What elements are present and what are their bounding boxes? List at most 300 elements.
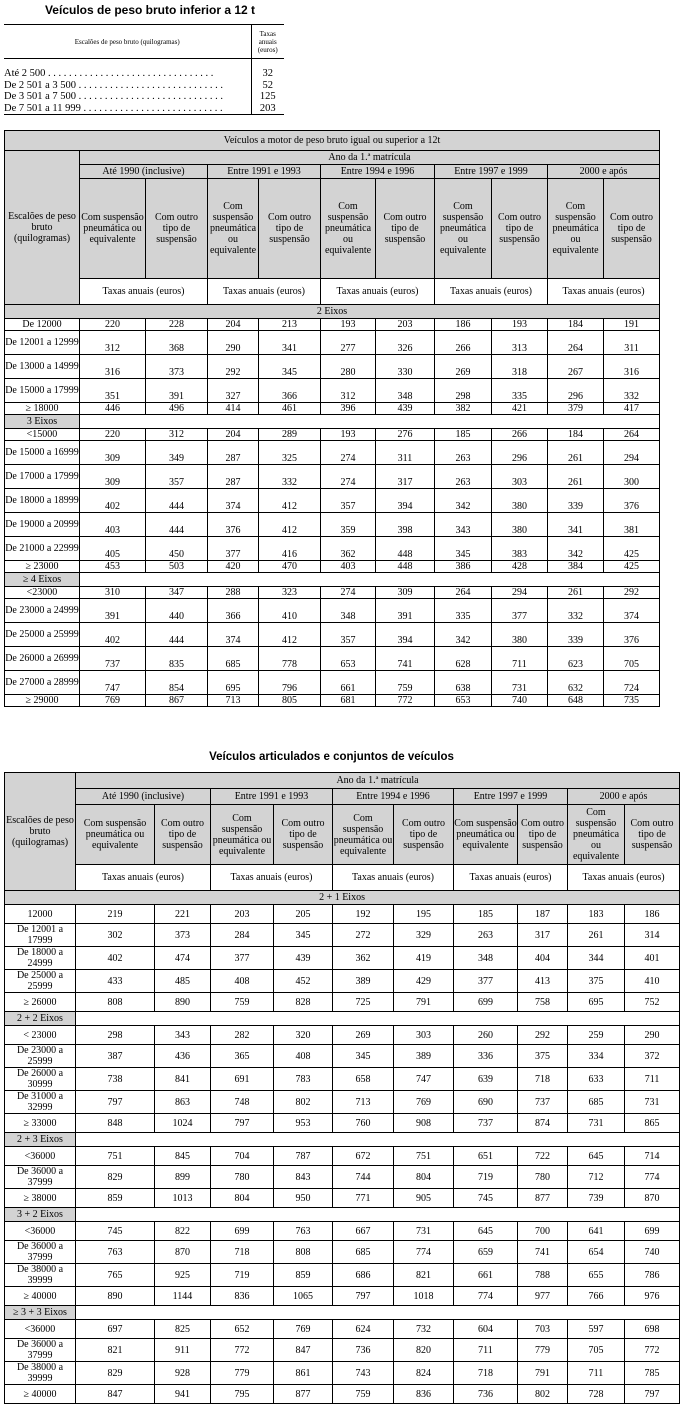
fee-cell: 785 xyxy=(625,1362,680,1385)
fee-cell: 383 xyxy=(492,537,548,561)
fee-cell: 659 xyxy=(454,1241,518,1264)
fee-cell: 1024 xyxy=(155,1114,211,1133)
fee-cell: 302 xyxy=(76,924,155,947)
fee-cell: 309 xyxy=(80,465,146,489)
fee-cell: 740 xyxy=(625,1241,680,1264)
fee-cell: 382 xyxy=(435,403,492,415)
fee-cell: 294 xyxy=(492,587,548,599)
fee-cell: 713 xyxy=(333,1091,394,1114)
fee-cell: 908 xyxy=(394,1114,454,1133)
fee-cell: 318 xyxy=(492,355,548,379)
fee-cell: 804 xyxy=(394,1166,454,1189)
fee-cell: 774 xyxy=(625,1166,680,1189)
fee-cell: 699 xyxy=(211,1222,274,1241)
fee-cell: 780 xyxy=(211,1166,274,1189)
fee-cell: 274 xyxy=(321,465,376,489)
fee-cell: 787 xyxy=(274,1147,333,1166)
fee-cell: 213 xyxy=(259,319,321,331)
fee-cell: 748 xyxy=(211,1091,274,1114)
fee-cell: 386 xyxy=(435,561,492,573)
fee-cell: 341 xyxy=(548,513,604,537)
fee-cell: 453 xyxy=(80,561,146,573)
table-row xyxy=(5,561,660,573)
fee-cell: 737 xyxy=(454,1114,518,1133)
suspension-pneumatic-header: Com suspensão pneumática ou equivalente xyxy=(321,179,376,279)
fee-cell: 705 xyxy=(604,647,660,671)
weight-class-label: De 18000 a 24999 xyxy=(5,947,76,970)
suspension-pneumatic-header: Com suspensão pneumática ou equivalente xyxy=(333,805,394,865)
row-value: 125 xyxy=(259,91,276,103)
fee-cell: 685 xyxy=(208,647,259,671)
fee-cell: 624 xyxy=(333,1320,394,1339)
suspension-other-header: Com outro tipo de suspensão xyxy=(376,179,435,279)
fee-cell: 326 xyxy=(376,331,435,355)
fee-cell: 772 xyxy=(211,1339,274,1362)
fee-cell: 804 xyxy=(211,1189,274,1208)
fee-cell: 639 xyxy=(454,1068,518,1091)
fee-cell: 667 xyxy=(333,1222,394,1241)
weight-class-label: De 36000 a 37999 xyxy=(5,1166,76,1189)
period-header: Entre 1994 e 1996 xyxy=(321,165,435,179)
fee-cell: 783 xyxy=(274,1068,333,1091)
fee-cell: 877 xyxy=(518,1189,568,1208)
fee-cell: 797 xyxy=(76,1091,155,1114)
annual-fee-header: Taxas anuais (euros) xyxy=(548,279,660,305)
table-row xyxy=(5,1222,680,1241)
fee-cell: 345 xyxy=(274,924,333,947)
fee-cell: 769 xyxy=(274,1320,333,1339)
weight-class-label: ≥ 40000 xyxy=(5,1385,76,1404)
fee-cell: 870 xyxy=(155,1241,211,1264)
fee-cell: 765 xyxy=(76,1264,155,1287)
suspension-pneumatic-header: Com suspensão pneumática ou equivalente xyxy=(211,805,274,865)
fee-cell: 751 xyxy=(76,1147,155,1166)
table-row xyxy=(5,1166,680,1189)
fee-cell: 911 xyxy=(155,1339,211,1362)
fee-cell: 290 xyxy=(625,1026,680,1045)
fee-cell: 348 xyxy=(321,599,376,623)
fee-cell: 191 xyxy=(604,319,660,331)
fee-cell: 681 xyxy=(321,695,376,707)
section1-title: Veículos de peso bruto inferior a 12 t xyxy=(44,3,256,17)
suspension-pneumatic-header: Com suspensão pneumática ou equivalente xyxy=(76,805,155,865)
weight-class-label: De 26000 a 30999 xyxy=(5,1068,76,1091)
table-row xyxy=(5,1114,680,1133)
fee-cell: 428 xyxy=(492,561,548,573)
fee-cell: 347 xyxy=(146,587,208,599)
weight-class-header: Escalões de peso bruto (quilogramas) xyxy=(5,151,80,305)
fee-cell: 398 xyxy=(376,513,435,537)
fee-cell: 272 xyxy=(333,924,394,947)
table-row xyxy=(5,513,660,537)
annual-fee-header: Taxas anuais (euros) xyxy=(333,865,454,891)
fee-cell: 802 xyxy=(518,1385,568,1404)
fee-cell: 316 xyxy=(80,355,146,379)
suspension-pneumatic-header: Com suspensão pneumática ou equivalente xyxy=(80,179,146,279)
fee-cell: 185 xyxy=(435,429,492,441)
fee-cell: 780 xyxy=(518,1166,568,1189)
fee-cell: 752 xyxy=(625,993,680,1012)
fee-cell: 732 xyxy=(394,1320,454,1339)
suspension-other-header: Com outro tipo de suspensão xyxy=(155,805,211,865)
fee-cell: 372 xyxy=(625,1045,680,1068)
fee-cell: 779 xyxy=(518,1339,568,1362)
fee-cell: 309 xyxy=(80,441,146,465)
fee-cell: 628 xyxy=(435,647,492,671)
fee-cell: 836 xyxy=(211,1287,274,1306)
fee-cell: 376 xyxy=(604,489,660,513)
fee-cell: 711 xyxy=(492,647,548,671)
table-row xyxy=(5,489,660,513)
fee-cell: 728 xyxy=(568,1385,625,1404)
fee-cell: 316 xyxy=(604,355,660,379)
weight-class-label: ≥ 29000 xyxy=(5,695,80,707)
fee-cell: 292 xyxy=(518,1026,568,1045)
fee-cell: 788 xyxy=(518,1264,568,1287)
fee-cell: 867 xyxy=(146,695,208,707)
fee-cell: 745 xyxy=(454,1189,518,1208)
table-row xyxy=(5,1241,680,1264)
fee-cell: 719 xyxy=(454,1166,518,1189)
fee-cell: 661 xyxy=(454,1264,518,1287)
group-row xyxy=(5,573,660,587)
fee-cell: 309 xyxy=(376,587,435,599)
weight-class-label: De 38000 a 39999 xyxy=(5,1362,76,1385)
fee-cell: 705 xyxy=(568,1339,625,1362)
fee-cell: 905 xyxy=(394,1189,454,1208)
table-row xyxy=(5,331,660,355)
fee-cell: 414 xyxy=(208,403,259,415)
weight-class-label: De 19000 a 20999 xyxy=(5,513,80,537)
fee-cell: 375 xyxy=(568,970,625,993)
fee-cell: 439 xyxy=(274,947,333,970)
fee-cell: 348 xyxy=(454,947,518,970)
fee-cell: 685 xyxy=(568,1091,625,1114)
table-row xyxy=(5,1385,680,1404)
weight-class-label: ≥ 38000 xyxy=(5,1189,76,1208)
fee-cell: 292 xyxy=(208,355,259,379)
table-row xyxy=(5,1287,680,1306)
fee-cell: 266 xyxy=(492,429,548,441)
fee-cell: 825 xyxy=(155,1320,211,1339)
table-row xyxy=(5,1264,680,1287)
fee-cell: 695 xyxy=(208,671,259,695)
fee-cell: 296 xyxy=(548,379,604,403)
fee-cell: 204 xyxy=(208,429,259,441)
table-row xyxy=(5,947,680,970)
fee-cell: 714 xyxy=(625,1147,680,1166)
fee-cell: 377 xyxy=(211,947,274,970)
fee-cell: 736 xyxy=(333,1339,394,1362)
fee-cell: 653 xyxy=(321,647,376,671)
fee-cell: 821 xyxy=(394,1264,454,1287)
fee-cell: 699 xyxy=(625,1222,680,1241)
fee-cell: 312 xyxy=(80,331,146,355)
suspension-other-header: Com outro tipo de suspensão xyxy=(146,179,208,279)
fee-cell: 332 xyxy=(604,379,660,403)
fee-cell: 638 xyxy=(435,671,492,695)
fee-cell: 205 xyxy=(274,905,333,924)
weight-class-label: De 23000 a 25999 xyxy=(5,1045,76,1068)
fee-cell: 184 xyxy=(548,429,604,441)
fee-cell: 655 xyxy=(568,1264,625,1287)
fee-cell: 718 xyxy=(454,1362,518,1385)
annual-fee-header: Taxas anuais (euros) xyxy=(208,279,321,305)
fee-cell: 759 xyxy=(376,671,435,695)
weight-class-label: ≥ 26000 xyxy=(5,993,76,1012)
fee-cell: 653 xyxy=(435,695,492,707)
fee-cell: 760 xyxy=(333,1114,394,1133)
fee-cell: 332 xyxy=(548,599,604,623)
fee-cell: 446 xyxy=(80,403,146,415)
fee-cell: 343 xyxy=(155,1026,211,1045)
fee-cell: 193 xyxy=(492,319,548,331)
fee-cell: 836 xyxy=(394,1385,454,1404)
fee-cell: 357 xyxy=(321,623,376,647)
axle-group-label: ≥ 4 Eixos xyxy=(5,573,80,587)
fee-cell: 829 xyxy=(76,1166,155,1189)
weight-class-header: Escalões de peso bruto (quilogramas) xyxy=(5,773,76,891)
fee-cell: 375 xyxy=(518,1045,568,1068)
fee-cell: 368 xyxy=(146,331,208,355)
fee-cell: 950 xyxy=(274,1189,333,1208)
fee-cell: 713 xyxy=(208,695,259,707)
annual-fee-header: Taxas anuais (euros) xyxy=(321,279,435,305)
fee-cell: 203 xyxy=(376,319,435,331)
fee-cell: 661 xyxy=(321,671,376,695)
fee-cell: 300 xyxy=(604,465,660,489)
fee-cell: 219 xyxy=(76,905,155,924)
fee-cell: 925 xyxy=(155,1264,211,1287)
suspension-pneumatic-header: Com suspensão pneumática ou equivalente xyxy=(454,805,518,865)
fee-cell: 391 xyxy=(376,599,435,623)
fee-cell: 266 xyxy=(435,331,492,355)
fee-cell: 412 xyxy=(259,489,321,513)
fee-cell: 312 xyxy=(146,429,208,441)
fee-cell: 343 xyxy=(435,513,492,537)
fee-cell: 1065 xyxy=(274,1287,333,1306)
fee-cell: 192 xyxy=(333,905,394,924)
fee-cell: 186 xyxy=(435,319,492,331)
fee-cell: 731 xyxy=(394,1222,454,1241)
fee-cell: 351 xyxy=(80,379,146,403)
table-row xyxy=(5,993,680,1012)
weight-class-label: De 12001 a 17999 xyxy=(5,924,76,947)
fee-cell: 259 xyxy=(568,1026,625,1045)
fee-cell: 263 xyxy=(435,441,492,465)
group-spacer xyxy=(76,1208,680,1222)
fee-cell: 412 xyxy=(259,513,321,537)
fee-cell: 977 xyxy=(518,1287,568,1306)
fee-cell: 380 xyxy=(492,513,548,537)
fee-cell: 769 xyxy=(394,1091,454,1114)
suspension-other-header: Com outro tipo de suspensão xyxy=(394,805,454,865)
weight-class-label: De 26000 a 26999 xyxy=(5,647,80,671)
group-spacer xyxy=(76,1306,680,1320)
table-row xyxy=(5,695,660,707)
period-header: Entre 1994 e 1996 xyxy=(333,789,454,805)
fee-cell: 779 xyxy=(211,1362,274,1385)
fee-cell: 697 xyxy=(76,1320,155,1339)
axle-group-label: 3 + 2 Eixos xyxy=(5,1208,76,1222)
annual-fee-header: Taxas anuais (euros) xyxy=(568,865,680,891)
weight-class-label: ≥ 33000 xyxy=(5,1114,76,1133)
weight-class-label: De 23000 a 24999 xyxy=(5,599,80,623)
table-row xyxy=(5,355,660,379)
fee-cell: 311 xyxy=(604,331,660,355)
fee-cell: 778 xyxy=(259,647,321,671)
fee-cell: 332 xyxy=(259,465,321,489)
fee-cell: 796 xyxy=(259,671,321,695)
fee-cell: 737 xyxy=(518,1091,568,1114)
period-header: Entre 1991 e 1993 xyxy=(211,789,333,805)
weight-class-label: De 36000 a 37999 xyxy=(5,1241,76,1264)
fee-cell: 334 xyxy=(568,1045,625,1068)
weight-class-label: De 36000 a 37999 xyxy=(5,1339,76,1362)
fee-cell: 703 xyxy=(518,1320,568,1339)
suspension-other-header: Com outro tipo de suspensão xyxy=(625,805,680,865)
fee-cell: 739 xyxy=(568,1189,625,1208)
fee-cell: 195 xyxy=(394,905,454,924)
table-row xyxy=(5,465,660,489)
fee-cell: 384 xyxy=(548,561,604,573)
row-label: De 3 501 a 7 500 . . . . . . . . . . . . . . . . . . . . . . . . . . . . xyxy=(4,91,251,103)
fee-cell: 641 xyxy=(568,1222,625,1241)
fee-cell: 448 xyxy=(376,561,435,573)
fee-cell: 690 xyxy=(454,1091,518,1114)
fee-cell: 808 xyxy=(76,993,155,1012)
suspension-other-header: Com outro tipo de suspensão xyxy=(259,179,321,279)
fee-cell: 691 xyxy=(211,1068,274,1091)
fee-cell: 228 xyxy=(146,319,208,331)
fee-cell: 193 xyxy=(321,429,376,441)
fee-cell: 376 xyxy=(604,623,660,647)
fee-cell: 288 xyxy=(208,587,259,599)
suspension-pneumatic-header: Com suspensão pneumática ou equivalente xyxy=(435,179,492,279)
fee-cell: 450 xyxy=(146,537,208,561)
table-row xyxy=(5,403,660,415)
fee-cell: 828 xyxy=(274,993,333,1012)
table-row xyxy=(5,623,660,647)
fee-cell: 220 xyxy=(80,319,146,331)
axle-group-label: 2 Eixos xyxy=(5,305,660,319)
fee-cell: 774 xyxy=(454,1287,518,1306)
period-header: Até 1990 (inclusive) xyxy=(80,165,208,179)
fee-cell: 704 xyxy=(211,1147,274,1166)
fee-cell: 797 xyxy=(625,1385,680,1404)
fee-cell: 711 xyxy=(625,1068,680,1091)
fee-cell: 829 xyxy=(76,1362,155,1385)
fee-cell: 261 xyxy=(548,441,604,465)
fee-cell: 204 xyxy=(208,319,259,331)
fee-cell: 698 xyxy=(625,1320,680,1339)
weight-class-label: De 25000 a 25999 xyxy=(5,623,80,647)
fee-cell: 758 xyxy=(518,993,568,1012)
fee-cell: 786 xyxy=(625,1264,680,1287)
fee-cell: 317 xyxy=(518,924,568,947)
fee-cell: 802 xyxy=(274,1091,333,1114)
fee-cell: 264 xyxy=(435,587,492,599)
weight-class-label: De 12000 xyxy=(5,319,80,331)
fee-cell: 269 xyxy=(333,1026,394,1045)
fee-cell: 403 xyxy=(321,561,376,573)
table-row xyxy=(5,671,660,695)
table-row xyxy=(5,319,660,331)
fee-cell: 633 xyxy=(568,1068,625,1091)
fee-cell: 365 xyxy=(211,1045,274,1068)
fee-cell: 264 xyxy=(604,429,660,441)
fee-cell: 377 xyxy=(454,970,518,993)
fee-cell: 847 xyxy=(274,1339,333,1362)
fee-cell: 185 xyxy=(454,905,518,924)
fee-cell: 421 xyxy=(492,403,548,415)
fee-cell: 312 xyxy=(321,379,376,403)
fee-cell: 774 xyxy=(394,1241,454,1264)
fee-cell: 327 xyxy=(208,379,259,403)
fee-cell: 380 xyxy=(492,489,548,513)
suspension-other-header: Com outro tipo de suspensão xyxy=(274,805,333,865)
fee-cell: 648 xyxy=(548,695,604,707)
axle-group-label: 2 + 1 Eixos xyxy=(5,891,680,905)
row-label: De 7 501 a 11 999 . . . . . . . . . . . . . . . . . . . . . . . . . . . xyxy=(4,103,251,115)
fee-cell: 763 xyxy=(76,1241,155,1264)
fee-cell: 711 xyxy=(568,1362,625,1385)
group-row xyxy=(5,1306,680,1320)
weight-class-label: ≥ 40000 xyxy=(5,1287,76,1306)
weight-class-label: De 38000 a 39999 xyxy=(5,1264,76,1287)
weight-class-label: <15000 xyxy=(5,429,80,441)
fee-cell: 731 xyxy=(492,671,548,695)
fee-cell: 348 xyxy=(376,379,435,403)
group-row xyxy=(5,1012,680,1026)
fee-cell: 267 xyxy=(548,355,604,379)
fee-cell: 310 xyxy=(80,587,146,599)
table-row xyxy=(5,1026,680,1045)
fee-cell: 444 xyxy=(146,489,208,513)
fee-cell: 287 xyxy=(208,465,259,489)
fee-cell: 736 xyxy=(454,1385,518,1404)
table-row xyxy=(5,647,660,671)
fee-cell: 376 xyxy=(208,513,259,537)
fee-cell: 394 xyxy=(376,623,435,647)
suspension-other-header: Com outro tipo de suspensão xyxy=(604,179,660,279)
fee-cell: 339 xyxy=(548,623,604,647)
year-header: Ano da 1.ª matrícula xyxy=(80,151,660,165)
table-row xyxy=(5,441,660,465)
fee-cell: 645 xyxy=(568,1147,625,1166)
fee-cell: 835 xyxy=(146,647,208,671)
fee-cell: 763 xyxy=(274,1222,333,1241)
fee-cell: 953 xyxy=(274,1114,333,1133)
fee-cell: 436 xyxy=(155,1045,211,1068)
group-row xyxy=(5,891,680,905)
fee-cell: 335 xyxy=(492,379,548,403)
fee-cell: 274 xyxy=(321,587,376,599)
weight-class-label: De 15000 a 17999 xyxy=(5,379,80,403)
fee-cell: 314 xyxy=(625,924,680,947)
fee-cell: 1013 xyxy=(155,1189,211,1208)
fee-cell: 496 xyxy=(146,403,208,415)
fee-cell: 652 xyxy=(211,1320,274,1339)
fee-cell: 1144 xyxy=(155,1287,211,1306)
fee-cell: 865 xyxy=(625,1114,680,1133)
fee-cell: 711 xyxy=(454,1339,518,1362)
fee-cell: 695 xyxy=(568,993,625,1012)
fee-cell: 282 xyxy=(211,1026,274,1045)
fee-cell: 184 xyxy=(548,319,604,331)
fee-cell: 604 xyxy=(454,1320,518,1339)
fee-cell: 290 xyxy=(208,331,259,355)
